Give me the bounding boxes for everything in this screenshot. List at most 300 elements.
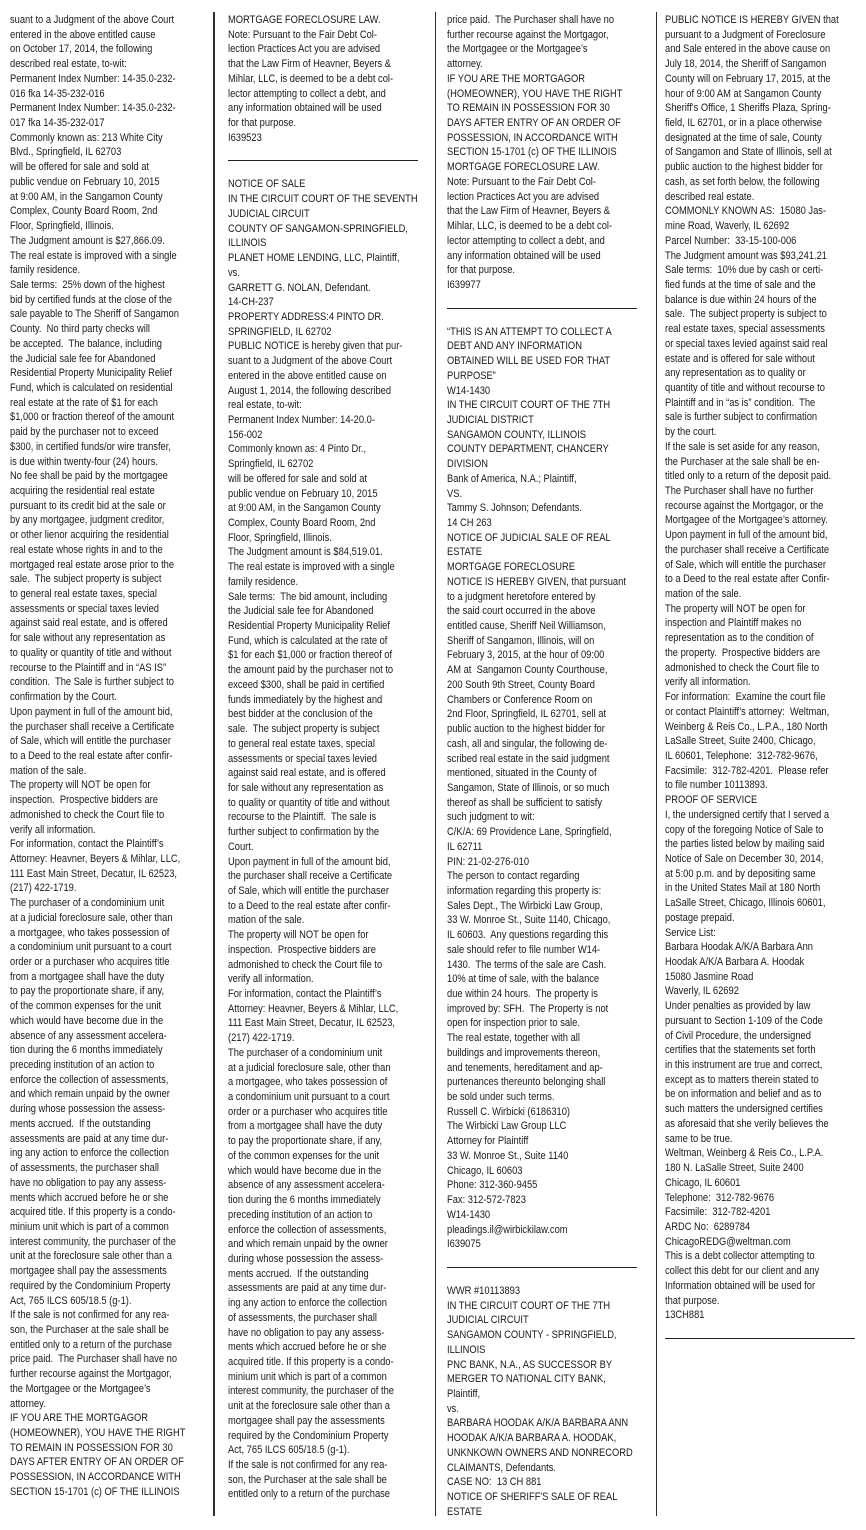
notice-line: C/K/A: 69 Providence Lane, Springfield,: [447, 826, 612, 839]
notice-line: a condominium unit pursuant to a court: [228, 1091, 390, 1104]
notice-line: to pay the proportionate share, if any,: [10, 985, 165, 998]
notice-line: absence of any assessment accelera-: [228, 1179, 385, 1192]
notice-line: the property. Prospective bidders are: [665, 646, 821, 659]
notice-line: inspection and Plaintiff makes no: [665, 617, 802, 630]
notice-line: The property will NOT be open for: [10, 779, 151, 792]
notice-line: Under penalties as provided by law: [665, 1000, 811, 1013]
notice-line: the purchaser shall receive a Certificate: [10, 720, 175, 733]
notice-line: order or a purchaser who acquires title: [228, 1105, 388, 1118]
notice-line: confirmation by the Court.: [10, 691, 117, 704]
notice-line: to general real estate taxes, special: [10, 588, 157, 601]
notice-line: NOTICE IS HEREBY GIVEN, that pursuant: [447, 575, 626, 588]
notice-line: Fax: 312-572-7823: [447, 1194, 526, 1207]
notice-line: will be offered for sale and sold at: [10, 161, 149, 174]
notice-line: OBTAINED WILL BE USED FOR THAT: [447, 355, 611, 368]
notice-line: interest community, the purchaser of the: [10, 1235, 176, 1248]
notice-line: February 3, 2015, at the hour of 09:00: [447, 649, 605, 662]
notice-line: admonished to check the Court file to: [665, 661, 820, 674]
notice-line: The Judgment amount is $84,519.01.: [228, 546, 383, 559]
notice-line: described real estate.: [665, 190, 755, 203]
notice-line: price paid. The Purchaser shall have no: [447, 14, 615, 26]
notice-line: (217) 422-1719.: [10, 882, 77, 895]
notice-line: DAYS AFTER ENTRY OF AN ORDER OF: [10, 1456, 184, 1469]
notice-line: lector attempting to collect a debt, and: [447, 234, 605, 247]
notice-line: admonished to check the Court file to: [10, 808, 165, 821]
notice-line: to a Deed to the real estate after Confir-: [665, 573, 830, 586]
notice-line: public vendue on February 10, 2015: [10, 175, 160, 188]
notice-line: ing any action to enforce the collection: [228, 1297, 387, 1310]
notice-separator: [447, 293, 653, 325]
notice-line: fied funds at the time of sale and the: [665, 278, 816, 291]
notice-line: PLANET HOME LENDING, LLC, Plaintiff,: [228, 252, 400, 265]
notice-line: County. No third party checks will: [10, 323, 150, 336]
notice-line: copy of the foregoing Notice of Sale to: [665, 823, 824, 836]
notice-column-2: [228, 13, 434, 1502]
notice-line: COUNTY OF SANGAMON-SPRINGFIELD,: [228, 222, 408, 235]
notice-line: and tenements, hereditament and ap-: [447, 1061, 603, 1074]
notice-line: PROPERTY ADDRESS:4 PINTO DR.: [228, 310, 384, 323]
notice-separator: [228, 145, 434, 177]
notice-line: to quality or quantity of title and without: [10, 646, 172, 659]
notice-line: preceding institution of an action to: [10, 1059, 155, 1072]
notice-line: sale. The subject property is subject: [10, 573, 162, 586]
notice-line: and which remain unpaid by the owner: [10, 1088, 170, 1101]
notice-line: at 9:00 AM, in the Sangamon County: [10, 190, 163, 203]
notice-line: scribed real estate in the said judgment: [447, 752, 610, 765]
notice-line: required by the Condominium Property: [10, 1279, 171, 1292]
notice-line: Barbara Hoodak A/K/A Barbara Ann: [665, 941, 813, 954]
notice-line: SECTION 15-1701 (c) OF THE ILLINOIS: [10, 1485, 180, 1498]
notice-separator: [447, 1252, 653, 1284]
notice-line: JUDICIAL DISTRICT: [447, 413, 534, 426]
notice-line: Bank of America, N.A.; Plaintiff,: [447, 472, 577, 485]
notice-line: the Purchaser at the sale shall be en-: [665, 455, 820, 468]
notice-line: purtenances thereunto belonging shall: [447, 1076, 606, 1089]
separator-line: [228, 160, 418, 161]
notice-line: during whose possession the assess-: [228, 1252, 384, 1265]
notice-line: Information obtained will be used for: [665, 1279, 816, 1292]
notice-separator: [665, 1323, 866, 1355]
notice-line: SANGAMON COUNTY, ILLINOIS: [447, 428, 586, 441]
notice-line: such judgment to wit:: [447, 811, 535, 824]
notice-line: 33 W. Monroe St., Suite 1140, Chicago,: [447, 914, 611, 927]
notice-line: unit at the foreclosure sale other than a: [10, 1250, 173, 1263]
notice-line: PUBLIC NOTICE is hereby given that pur-: [228, 340, 403, 353]
notice-line: entered in the above entitled cause: [10, 28, 156, 41]
notice-line: thereof as shall be sufficient to satisfy: [447, 796, 603, 809]
notice-line: 2nd Floor, Springfield, IL 62701, sell at: [447, 708, 607, 721]
notice-line: acquired title. If this property is a condo-: [10, 1206, 176, 1219]
notice-line: Telephone: 312-782-9676: [665, 1191, 775, 1204]
notice-line: the amount paid by the purchaser not to: [228, 664, 394, 677]
notice-line: mation of the sale.: [228, 914, 305, 927]
notice-line: BARBARA HOODAK A/K/A BARBARA ANN: [447, 1417, 629, 1430]
notice-line: The Judgment amount was $93,241.21: [665, 249, 828, 262]
notice-line: and which remain unpaid by the owner: [228, 1238, 388, 1251]
notice-line: Chambers or Conference Room on: [447, 693, 593, 706]
notice-line: COMMONLY KNOWN AS: 15080 Jas-: [665, 205, 827, 218]
notice-line: DEBT AND ANY INFORMATION: [447, 340, 582, 353]
notice-line: 200 South 9th Street, County Board: [447, 678, 595, 691]
notice-line: suant to a Judgment of the above Court: [228, 355, 393, 368]
notice-line: pursuant to Section 1-109 of the Code: [665, 1014, 823, 1027]
notice-line: IF YOU ARE THE MORTGAGOR: [10, 1412, 149, 1425]
notice-line: the Mortgagee or the Mortgagee’s: [447, 43, 588, 56]
notice-line: July 18, 2014, the Sheriff of Sangamon: [665, 58, 827, 71]
notice-line: entered in the above entitled cause on: [228, 369, 387, 382]
notice-line: Hoodak A/K/A Barbara A. Hoodak: [665, 956, 805, 968]
notice-line: family residence.: [228, 575, 299, 588]
notice-line: Residential Property Municipality Relief: [10, 367, 172, 380]
notice-line: mation of the sale.: [10, 764, 87, 777]
column-divider: [656, 12, 658, 1516]
notice-line: ments which accrued before he or she: [228, 1341, 387, 1354]
notice-line: quantity of title and without recourse to: [665, 381, 825, 394]
notice-line: any representation as to quality or: [665, 367, 806, 380]
notice-line: The real estate is improved with a single: [228, 561, 395, 574]
column-divider: [213, 12, 215, 1516]
notice-line: The property will NOT be open for: [665, 602, 806, 615]
notice-line: 15080 Jasmine Road: [665, 970, 754, 983]
notice-line: certifies that the statements set forth: [665, 1044, 816, 1057]
notice-line: Fund, which is calculated on residential: [10, 381, 173, 394]
notice-line: PUBLIC NOTICE IS HEREBY GIVEN that: [665, 14, 839, 26]
notice-line: IL 60601, Telephone: 312-782-9676,: [665, 749, 818, 762]
notice-line: LaSalle Street, Suite 2400, Chicago,: [665, 735, 816, 748]
notice-line: If the sale is not confirmed for any rea-: [10, 1309, 170, 1322]
notice-line: Sheriff of Sangamon, Illinois, will on: [447, 634, 595, 647]
notice-line: lector attempting to collect a debt, and: [228, 87, 386, 100]
notice-line: the parties listed below by mailing said: [665, 838, 825, 851]
notice-line: Residential Property Municipality Relief: [228, 620, 390, 633]
notice-line: buildings and improvements thereon,: [447, 1046, 601, 1059]
notice-line: tion during the 6 months immediately: [10, 1044, 163, 1057]
notice-line: due within 24 hours. The property is: [447, 988, 598, 1000]
notice-line: at 9:00 AM, in the Sangamon County: [228, 502, 381, 515]
notice-line: Commonly known as: 213 White City: [10, 131, 163, 144]
notice-line: Attorney: Heavner, Beyers & Mihlar, LLC,: [10, 852, 181, 865]
notice-line: Permanent Index Number: 14-35.0-232-: [10, 72, 176, 85]
notice-line: The Judgment amount is $27,866.09.: [10, 234, 165, 247]
notice-line: Springfield, IL 62702: [228, 458, 314, 471]
notice-line: Sales Dept., The Wirbicki Law Group,: [447, 899, 603, 912]
notice-line: assessments or special taxes levied: [228, 752, 377, 765]
notice-line: Phone: 312-360-9455: [447, 1179, 538, 1192]
notice-line: If the sale is set aside for any reason,: [665, 440, 820, 453]
notice-line: Note: Pursuant to the Fair Debt Col-: [228, 28, 377, 41]
notice-line: against said real estate, and is offered: [10, 617, 168, 630]
notice-line: IF YOU ARE THE MORTGAGOR: [447, 72, 586, 85]
separator-line: [665, 1338, 855, 1339]
notice-line: $1,000 or fraction thereof of the amount: [10, 411, 175, 424]
notice-line: or other lienor acquiring the residential: [10, 529, 169, 542]
notice-line: son, the Purchaser at the sale shall be: [10, 1323, 169, 1336]
notice-line: IN THE CIRCUIT COURT OF THE 7TH: [447, 1299, 611, 1312]
notice-line: price paid. The Purchaser shall have no: [10, 1353, 178, 1366]
notice-line: Upon payment in full of the amount bid,: [10, 705, 173, 718]
notice-line: for that purpose.: [447, 264, 516, 277]
notice-line: mortgagee shall pay the assessments: [10, 1265, 167, 1278]
notice-line: public auction to the highest bidder for: [665, 161, 823, 174]
notice-line: Chicago, IL 60601: [665, 1176, 741, 1189]
notice-line: is due within twenty-four (24) hours.: [10, 455, 158, 468]
notice-line: The real estate, together with all: [447, 1032, 580, 1045]
notice-line: entitled only to a return of the purchase: [228, 1488, 391, 1501]
notice-line: that the Law Firm of Heavner, Beyers &: [228, 58, 392, 71]
notice-line: The real estate is improved with a single: [10, 249, 177, 262]
notice-line: to a judgment heretofore entered by: [447, 590, 596, 603]
notice-line: any information obtained will be used: [447, 249, 601, 262]
notice-line: Sangamon, State of Illinois, or so much: [447, 781, 610, 794]
notice-line: that purpose.: [665, 1294, 720, 1307]
notice-line: PROOF OF SERVICE: [665, 794, 758, 807]
notice-line: described real estate, to-wit:: [10, 58, 127, 71]
notice-line: The property will NOT be open for: [228, 929, 369, 942]
notice-line: pursuant to its credit bid at the sale or: [10, 499, 166, 512]
notice-line: Permanent Index Number: 14-20.0-: [228, 413, 375, 426]
notice-line: pleadings.il@wirbickilaw.com: [447, 1223, 568, 1236]
notice-line: the said court occurred in the above: [447, 605, 596, 618]
notice-line: absence of any assessment accelera-: [10, 1029, 167, 1042]
notice-line: at a judicial foreclosure sale, other than: [10, 911, 173, 924]
notice-line: improved by: SFH. The Property is not: [447, 1002, 609, 1015]
notice-line: of assessments, the purchaser shall: [228, 1311, 378, 1324]
notice-line: recourse to the Plaintiff and in “AS IS”: [10, 661, 167, 674]
notice-line: pursuant to a Judgment of Foreclosure: [665, 28, 826, 41]
notice-line: required by the Condominium Property: [228, 1429, 389, 1442]
notice-line: MORTGAGE FORECLOSURE LAW.: [228, 14, 381, 26]
notice-line: Complex, County Board Room, 2nd: [228, 517, 376, 529]
notice-line: exceed $300, shall be paid in certified: [228, 678, 385, 691]
notice-line: HOODAK A/K/A BARBARA A. HOODAK,: [447, 1432, 617, 1445]
notice-line: 13CH881: [665, 1309, 705, 1322]
notice-line: the Judicial sale fee for Abandoned: [10, 352, 156, 365]
notice-line: Act, 765 ILCS 605/18.5 (g-1).: [10, 1294, 132, 1307]
notice-line: Plaintiff and in “as is” condition. The: [665, 396, 816, 409]
notice-line: minium unit which is part of a common: [228, 1370, 387, 1383]
notice-line: JUDICIAL CIRCUIT: [447, 1314, 529, 1327]
notice-line: NOTICE OF SHERIFF'S SALE OF REAL: [447, 1491, 618, 1503]
notice-line: The purchaser of a condominium unit: [228, 1046, 383, 1059]
notice-line: interest community, the purchaser of the: [228, 1385, 394, 1398]
notice-line: JUDICIAL CIRCUIT: [228, 207, 310, 220]
notice-line: vs.: [447, 1402, 459, 1415]
notice-line: “THIS IS AN ATTEMPT TO COLLECT A: [447, 325, 612, 338]
notice-line: real estate taxes, special assessments: [665, 323, 825, 336]
notice-line: The Wirbicki Law Group LLC: [447, 1120, 567, 1133]
notice-line: of the common expenses for the unit: [10, 1000, 162, 1013]
notice-line: Mihlar, LLC, is deemed to be a debt col-: [228, 72, 394, 85]
notice-line: (HOMEOWNER), YOU HAVE THE RIGHT: [10, 1427, 186, 1439]
notice-line: GARRETT G. NOLAN, Defendant.: [228, 281, 371, 294]
notice-line: Note: Pursuant to the Fair Debt Col-: [447, 175, 596, 188]
notice-line: Service List:: [665, 926, 716, 939]
notice-line: for that purpose.: [228, 117, 297, 130]
notice-line: 111 East Main Street, Decatur, IL 62523,: [10, 867, 178, 880]
notice-line: inspection. Prospective bidders are: [10, 794, 158, 807]
notice-line: preceding institution of an action to: [228, 1208, 373, 1221]
notice-line: Sale terms: 25% down of the highest: [10, 278, 165, 291]
notice-line: ments which accrued before he or she: [10, 1191, 169, 1204]
notice-line: The purchaser of a condominium unit: [10, 897, 165, 910]
notice-line: of Civil Procedure, the undersigned: [665, 1029, 811, 1042]
notice-line: paid by the purchaser not to exceed: [10, 426, 159, 439]
notice-line: entitled cause, Sheriff Neil Williamson,: [447, 620, 606, 633]
notice-line: of the common expenses for the unit: [228, 1149, 380, 1162]
notice-column-1: [10, 13, 216, 1500]
notice-line: IN THE CIRCUIT COURT OF THE 7TH: [447, 399, 611, 412]
notice-line: further subject to confirmation by the: [228, 826, 380, 839]
notice-line: Tammy S. Johnson; Defendants.: [447, 502, 582, 515]
notice-line: PURPOSE”: [447, 369, 496, 382]
notice-line: be on information and belief and as to: [665, 1088, 822, 1101]
notice-line: which would have become due in the: [10, 1014, 164, 1027]
notice-line: of Sale, which will entitle the purchaser: [10, 735, 171, 748]
notice-line: PNC BANK, N.A., AS SUCCESSOR BY: [447, 1358, 613, 1371]
notice-line: IL 62711: [447, 840, 483, 853]
notice-line: for sale without any representation as: [10, 632, 166, 645]
notice-line: Notice of Sale on December 30, 2014,: [665, 852, 824, 865]
notice-line: Attorney: Heavner, Beyers & Mihlar, LLC,: [228, 1002, 399, 1015]
notice-line: postage prepaid.: [665, 911, 735, 924]
notice-line: estate and is offered for sale without: [665, 352, 815, 365]
notice-line: 111 East Main Street, Decatur, IL 62523,: [228, 1017, 396, 1030]
notice-line: of Sale, which will entitle the purchaser: [228, 884, 389, 897]
notice-line: family residence.: [10, 264, 81, 277]
notice-line: TO REMAIN IN POSSESSION FOR 30: [447, 102, 610, 115]
notice-line: minium unit which is part of a common: [10, 1220, 169, 1233]
notice-line: condition. The Sale is further subject to: [10, 676, 174, 689]
notice-line: assessments are paid at any time dur-: [10, 1132, 169, 1145]
notice-line: Weltman, Weinberg & Reis Co., L.P.A.: [665, 1147, 824, 1160]
notice-line: POSSESSION, IN ACCORDANCE WITH: [10, 1471, 181, 1484]
notice-line: from a mortgagee shall have the duty: [228, 1120, 383, 1133]
notice-line: a mortgagee, who takes possession of: [10, 926, 170, 939]
notice-line: for sale without any representation as: [228, 781, 384, 794]
separator-line: [447, 308, 637, 309]
notice-line: have no obligation to pay any assess-: [10, 1176, 167, 1189]
notice-line: W14-1430: [447, 384, 491, 397]
notice-line: real estate whose rights in and to the: [10, 543, 163, 556]
notice-line: to general real estate taxes, special: [228, 737, 375, 750]
notice-line: a condominium unit pursuant to a court: [10, 941, 172, 954]
notice-line: mortgaged real estate arose prior to the: [10, 558, 175, 571]
notice-line: mine Road, Waverly, IL 62692: [665, 220, 790, 233]
notice-line: be sold under such terms.: [447, 1091, 555, 1104]
notice-line: NOTICE OF SALE: [228, 178, 306, 191]
notice-line: SPRINGFIELD, IL 62702: [228, 325, 332, 338]
notice-line: as aforesaid that she verily believes the: [665, 1117, 829, 1130]
notice-line: during whose possession the assess-: [10, 1103, 166, 1116]
notice-line: CASE NO: 13 CH 881: [447, 1476, 542, 1489]
separator-line: [447, 1267, 637, 1268]
notice-line: which would have become due in the: [228, 1164, 382, 1177]
notice-line: further recourse against the Mortgagor,: [447, 28, 609, 41]
notice-line: Plaintiff,: [447, 1387, 481, 1400]
notice-line: recourse against the Mortgagor, or the: [665, 499, 824, 512]
notice-line: to file number 10113893.: [665, 779, 768, 792]
notice-line: inspection. Prospective bidders are: [228, 943, 376, 956]
notice-line: enforce the collection of assessments,: [228, 1223, 387, 1236]
notice-line: County will on February 17, 2015, at the: [665, 72, 831, 85]
notice-line: to a Deed to the real estate after confir-: [228, 899, 391, 912]
notice-line: I639075: [447, 1238, 481, 1251]
notice-line: UNKNKOWN OWNERS AND NONRECORD: [447, 1446, 633, 1459]
notice-line: W14-1430: [447, 1208, 491, 1221]
notice-line: acquiring the residential real estate: [10, 485, 155, 497]
notice-line: AM at Sangamon County Courthouse,: [447, 664, 608, 677]
notice-line: Sheriff's Office, 1 Sheriffs Plaza, Spring-: [665, 102, 831, 115]
notice-line: DIVISION: [447, 458, 489, 471]
notice-line: bid by certified funds at the close of the: [10, 293, 173, 306]
notice-line: sale. The subject property is subject: [228, 723, 380, 736]
notice-line: No fee shall be paid by the mortgagee: [10, 470, 168, 483]
notice-line: unit at the foreclosure sale other than a: [228, 1400, 391, 1413]
notice-line: Waverly, IL 62692: [665, 985, 739, 998]
notice-line: ments accrued. If the outstanding: [10, 1117, 151, 1130]
notice-line: ing any action to enforce the collection: [10, 1147, 169, 1160]
notice-line: Attorney for Plaintiff: [447, 1135, 529, 1148]
notice-line: verify all information.: [665, 676, 751, 689]
notice-line: information regarding this property is:: [447, 884, 602, 897]
notice-line: SANGAMON COUNTY - SPRINGFIELD,: [447, 1329, 617, 1342]
notice-line: IL 60603. Any questions regarding this: [447, 929, 609, 942]
notice-line: ILLINOIS: [228, 237, 267, 250]
notice-line: CLAIMANTS, Defendants.: [447, 1461, 557, 1474]
notice-line: ments accrued. If the outstanding: [228, 1267, 369, 1280]
notice-line: Upon payment in full of the amount bid,: [228, 855, 391, 868]
notice-line: real estate at the rate of $1 for each: [10, 396, 158, 409]
notice-line: LaSalle Street, Chicago, Illinois 60601,: [665, 897, 826, 910]
notice-line: NOTICE OF JUDICIAL SALE OF REAL: [447, 531, 611, 544]
notice-line: Blvd., Springfield, IL 62703: [10, 146, 122, 159]
notice-line: or contact Plaintiff’s attorney: Weltman,: [665, 705, 830, 718]
notice-line: on October 17, 2014, the following: [10, 43, 153, 56]
notice-line: to a Deed to the real estate after confir-: [10, 749, 173, 762]
notice-line: assessments or special taxes levied: [10, 602, 159, 615]
notice-line: ILLINOIS: [447, 1343, 486, 1356]
notice-line: Mihlar, LLC, is deemed to be a debt col-: [447, 220, 613, 233]
notice-line: attorney.: [10, 1397, 46, 1410]
notice-line: any information obtained will be used: [228, 102, 382, 115]
notice-line: at 5:00 p.m. and by depositing same: [665, 867, 816, 880]
notice-line: The Purchaser shall have no further: [665, 485, 814, 497]
notice-line: The person to contact regarding: [447, 870, 580, 883]
notice-line: Permanent Index Number: 14-35.0-232-: [10, 102, 176, 115]
notice-line: cash, all and singular, the following de-: [447, 737, 608, 750]
notice-line: COUNTY DEPARTMENT, CHANCERY: [447, 443, 609, 456]
notice-line: I, the undersigned certify that I served a: [665, 808, 830, 821]
notice-line: 33 W. Monroe St., Suite 1140: [447, 1149, 569, 1162]
notice-line: to pay the proportionate share, if any,: [228, 1135, 383, 1148]
notice-line: For information, contact the Plaintiff’s: [10, 838, 164, 851]
notice-line: 180 N. LaSalle Street, Suite 2400: [665, 1162, 804, 1175]
notice-line: lection Practices Act you are advised: [228, 43, 381, 56]
notice-line: open for inspection prior to sale.: [447, 1017, 580, 1030]
notice-line: verify all information.: [228, 973, 314, 986]
notice-line: ESTATE: [447, 1505, 482, 1518]
notice-line: (217) 422-1719.: [228, 1032, 295, 1045]
notice-line: to quality or quantity of title and without: [228, 796, 390, 809]
notice-line: $1 for each $1,000 or fraction thereof of: [228, 649, 393, 662]
notice-line: assessments are paid at any time dur-: [228, 1282, 387, 1295]
notice-line: VS.: [447, 487, 463, 500]
notice-line: DAYS AFTER ENTRY OF AN ORDER OF: [447, 117, 621, 130]
notice-line: Mortgagee of the Mortgagee’s attorney.: [665, 514, 828, 527]
notice-line: Russell C. Wirbicki (6186310): [447, 1105, 571, 1118]
notice-line: in the United States Mail at 180 North: [665, 882, 821, 895]
notice-line: verify all information.: [10, 823, 96, 836]
